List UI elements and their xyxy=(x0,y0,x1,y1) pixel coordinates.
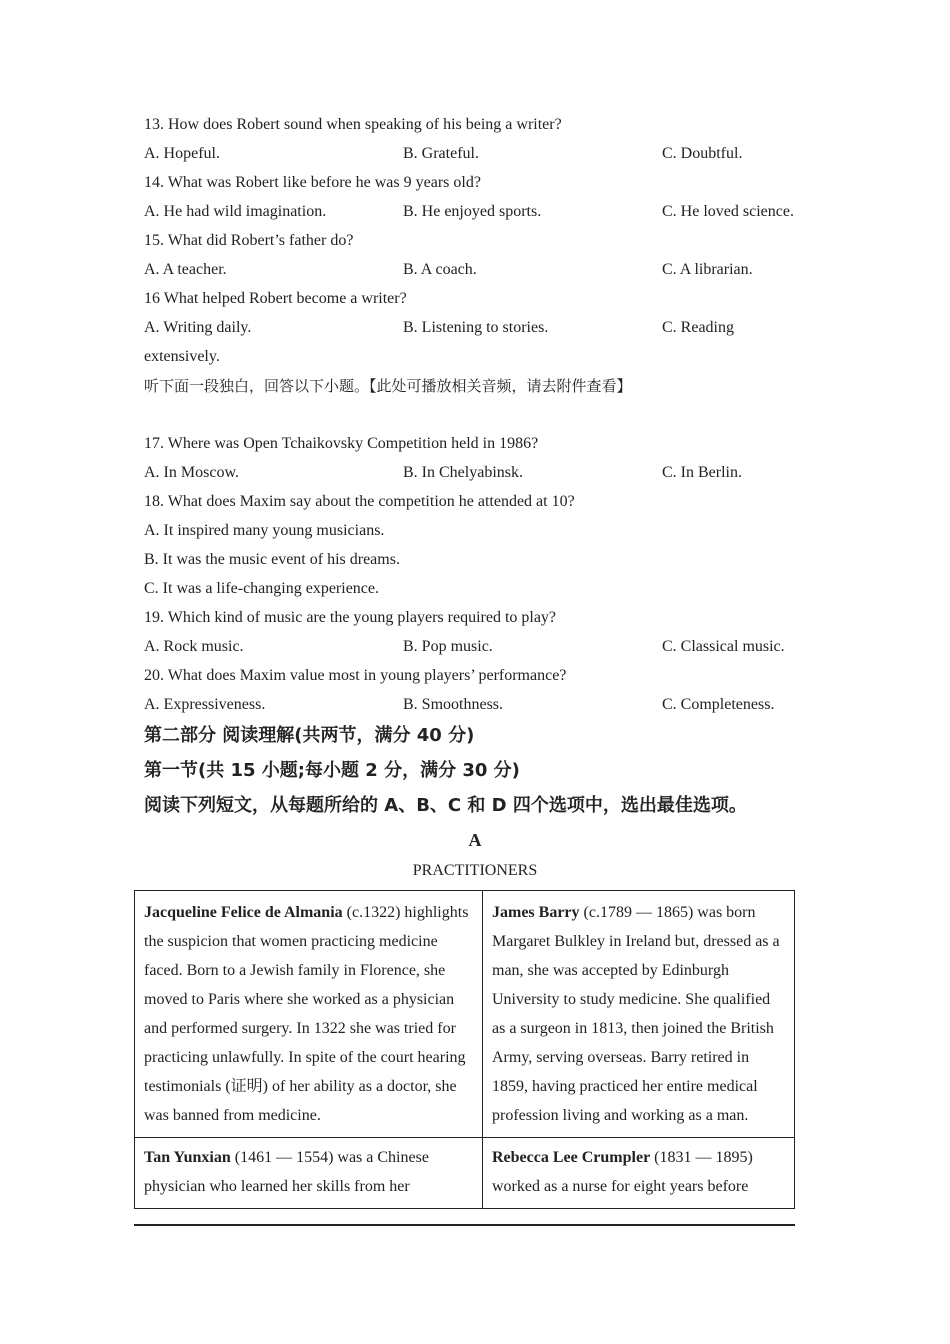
practitioners-table-clip xyxy=(130,886,802,1229)
practitioner-description: (1461 — 1554) was a Chinese physician who learned her skills from her xyxy=(144,1149,429,1195)
question-19-option-c: C. Classical music. xyxy=(662,638,785,655)
part2-title: 第二部分 阅读理解(共两节，满分 40 分) xyxy=(144,725,475,746)
table-cell xyxy=(135,891,483,1138)
question-18-option-a: A. It inspired many young musicians. xyxy=(144,522,385,539)
question-15-option-c: C. A librarian. xyxy=(662,261,753,278)
reading-instruction: 阅读下列短文，从每题所给的 A、B、C 和 D 四个选项中，选出最佳选项。 xyxy=(144,795,747,816)
practitioner-name: James Barry xyxy=(492,904,580,921)
question-19-option-a: A. Rock music. xyxy=(144,638,244,655)
table-cell xyxy=(483,891,795,1138)
practitioner-description: (c.1322) highlights the suspicion that women practicing medicine faced. Born to a Jewish family in Florence, she moved to Paris where she worked as a physician and performed surgery. In 1322 she was tried for practicing unlawfully. In spite of the court hearing testimonials (证明) of her ability as a doctor, she was banned from medicine. xyxy=(144,904,469,1124)
question-19-option-b: B. Pop music. xyxy=(403,638,493,655)
question-16-option-c-continuation: extensively. xyxy=(144,348,220,365)
passage-letter: A xyxy=(468,830,482,850)
question-18-stem: 18. What does Maxim say about the competition he attended at 10? xyxy=(144,493,575,510)
question-17-option-a: A. In Moscow. xyxy=(144,464,239,481)
question-13-stem: 13. How does Robert sound when speaking of his being a writer? xyxy=(144,116,562,133)
question-18-option-b: B. It was the music event of his dreams. xyxy=(144,551,400,568)
practitioner-description: (c.1789 — 1865) was born Margaret Bulkley in Ireland but, dressed as a man, she was accepted by Edinburgh University to study medicine. She qualified as a surgeon in 1813, then joined the British Army, serving overseas. Barry retired in 1859, having practiced her entire medical profession living and working as a man. xyxy=(492,904,780,1124)
question-16-option-a: A. Writing daily. xyxy=(144,319,252,336)
question-15-option-a: A. A teacher. xyxy=(144,261,227,278)
question-16-option-c: C. Reading xyxy=(662,319,734,336)
question-19-stem: 19. Which kind of music are the young players required to play? xyxy=(144,609,557,626)
table-cell xyxy=(135,1138,483,1209)
table-bottom-border xyxy=(134,1224,795,1226)
question-14-option-a: A. He had wild imagination. xyxy=(144,203,327,220)
question-14-option-b: B. He enjoyed sports. xyxy=(403,203,542,220)
question-14-option-c: C. He loved science. xyxy=(662,203,794,220)
section1-title: 第一节(共 15 小题;每小题 2 分，满分 30 分) xyxy=(144,760,520,781)
table-cell xyxy=(483,1138,795,1209)
practitioner-name: Jacqueline Felice de Almania xyxy=(144,904,343,921)
question-20-option-c: C. Completeness. xyxy=(662,696,775,713)
question-15-stem: 15. What did Robert’s father do? xyxy=(144,232,354,249)
question-16-stem: 16 What helped Robert become a writer? xyxy=(144,290,407,307)
question-16-option-b: B. Listening to stories. xyxy=(403,319,549,336)
practitioner-name: Tan Yunxian xyxy=(144,1149,231,1166)
question-14-stem: 14. What was Robert like before he was 9 years old? xyxy=(144,174,481,191)
question-20-option-a: A. Expressiveness. xyxy=(144,696,266,713)
practitioner-name: Rebecca Lee Crumpler xyxy=(492,1149,651,1166)
practitioner-description: (1831 — 1895) worked as a nurse for eight years before xyxy=(492,1149,753,1195)
question-13-option-b: B. Grateful. xyxy=(403,145,479,162)
question-17-option-b: B. In Chelyabinsk. xyxy=(403,464,523,481)
question-15-option-b: B. A coach. xyxy=(403,261,477,278)
practitioners-table xyxy=(134,890,795,1209)
question-20-option-b: B. Smoothness. xyxy=(403,696,504,713)
question-17-option-c: C. In Berlin. xyxy=(662,464,742,481)
question-17-stem: 17. Where was Open Tchaikovsky Competition held in 1986? xyxy=(144,435,539,452)
question-18-option-c: C. It was a life-changing experience. xyxy=(144,580,380,597)
question-13-option-c: C. Doubtful. xyxy=(662,145,743,162)
question-20-stem: 20. What does Maxim value most in young players’ performance? xyxy=(144,667,567,684)
question-13-option-a: A. Hopeful. xyxy=(144,145,220,162)
listening-note: 听下面一段独白，回答以下小题。【此处可播放相关音频，请去附件查看】 xyxy=(144,377,632,395)
passage-title: PRACTITIONERS xyxy=(412,862,538,879)
